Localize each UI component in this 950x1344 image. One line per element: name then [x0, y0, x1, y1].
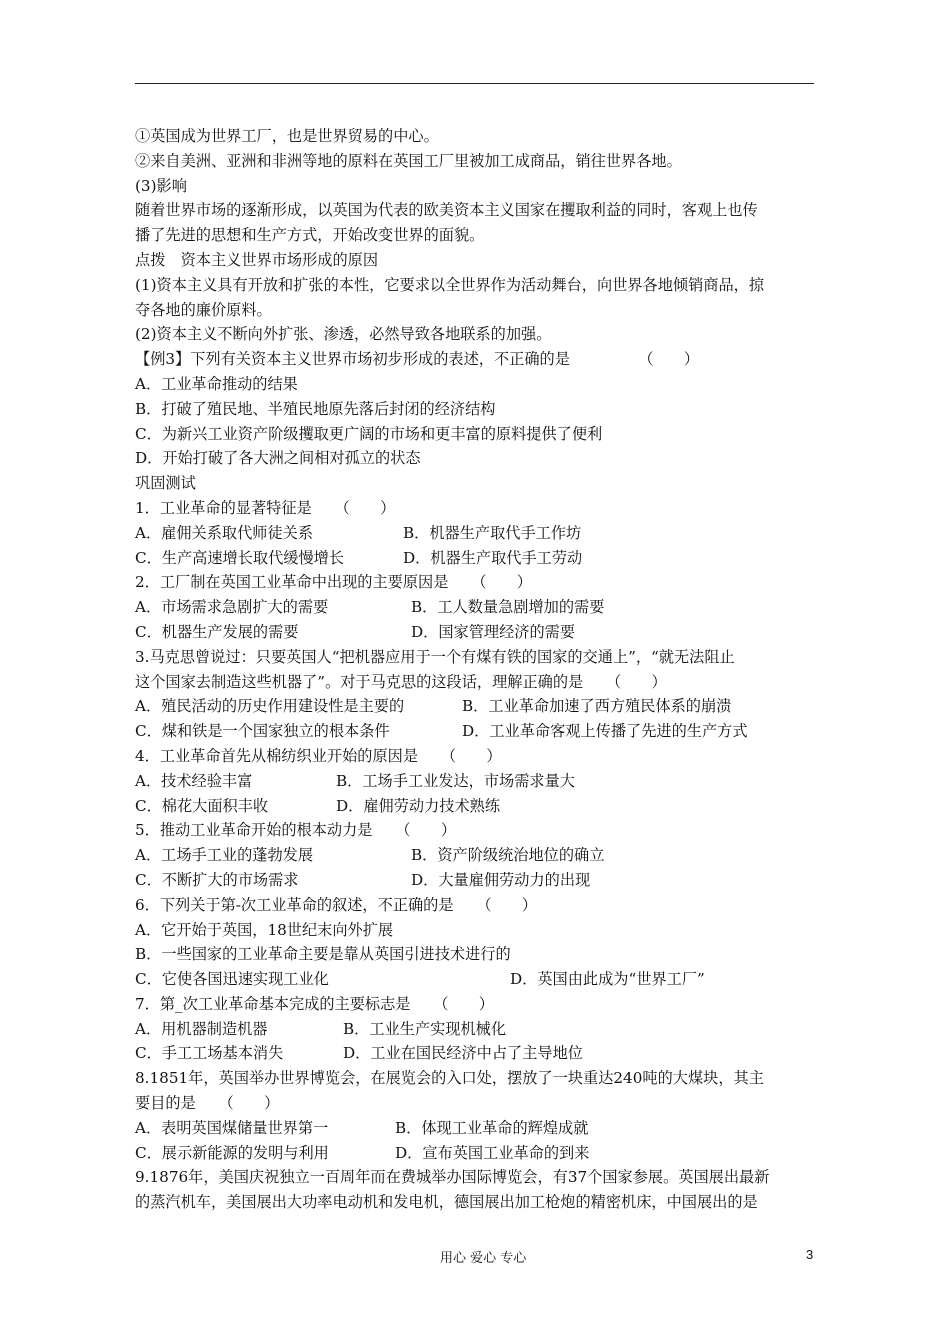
option: D．大量雇佣劳动力的出现	[411, 870, 591, 889]
option: C．机器生产发展的需要	[135, 622, 299, 641]
section-heading: 巩固测试	[135, 474, 196, 493]
option: B．一些国家的工业革命主要是靠从英国引进技术进行的	[135, 945, 511, 964]
option-row	[135, 546, 815, 571]
option: C．不断扩大的市场需求	[135, 870, 299, 889]
option: D．工业革命客观上传播了先进的生产方式	[462, 722, 748, 741]
question: 2．工厂制在英国工业革命中出现的主要原因是 （ ）	[135, 573, 532, 592]
page-number: 3	[806, 1247, 814, 1262]
option-row	[135, 719, 815, 744]
text-line: ①英国成为世界工厂，也是世界贸易的中心。	[135, 127, 439, 145]
question: 7．第_次工业革命基本完成的主要标志是 （ ）	[135, 994, 494, 1013]
option: B．资产阶级统治地位的确立	[411, 846, 605, 865]
question: 1．工业革命的显著特征是 （ ）	[135, 498, 396, 517]
tip-heading: 点拨 资本主义世界市场形成的原因	[135, 250, 378, 269]
question: 5．推动工业革命开始的根本动力是 （ ）	[135, 821, 457, 840]
option: A．它开始于英国，18世纪末向外扩展	[135, 920, 394, 939]
option: C．手工工场基本消失	[135, 1044, 284, 1063]
option: D．英国由此成为“世界工厂”	[510, 970, 705, 989]
option: A．技术经验丰富	[135, 771, 253, 790]
option: D．机器生产取代手工劳动	[403, 548, 583, 567]
option-row	[135, 967, 815, 992]
option: C．棉花大面积丰收	[135, 796, 269, 815]
text-line: (2)资本主义不断向外扩张、渗透，必然导致各地联系的加强。	[135, 325, 552, 344]
option: C．它使各国迅速实现工业化	[135, 970, 329, 989]
option: D．雇佣劳动力技术熟练	[336, 796, 501, 815]
option: D．国家管理经济的需要	[411, 622, 576, 641]
question: 3.马克思曾说过：只要英国人“把机器应用于一个有煤有铁的国家的交通上”，“就无法阻止	[135, 647, 735, 666]
text-line: 夺各地的廉价原料。	[135, 300, 272, 319]
text-line: (1)资本主义具有开放和扩张的本性，它要求以全世界作为活动舞台，向世界各地倾销商品，掠	[135, 275, 765, 294]
question: 9.1876年，美国庆祝独立一百周年而在费城举办国际博览会，有37个国家参展。英国展出最新	[135, 1168, 770, 1187]
option-row	[135, 1141, 815, 1166]
section-heading: (3)影响	[135, 176, 187, 195]
question: 要目的是 （ ）	[135, 1094, 280, 1113]
option: A．工业革命推动的结果	[135, 374, 298, 393]
option-row	[135, 1116, 815, 1141]
example-question: 【例3】下列有关资本主义世界市场初步形成的表述，不正确的是 （ ）	[135, 350, 700, 369]
question: 的蒸汽机车，美国展出大功率电动机和发电机，德国展出加工枪炮的精密机床，中国展出的是	[135, 1193, 758, 1212]
option: C．为新兴工业资产阶级攫取更广阔的市场和更丰富的原料提供了便利	[135, 424, 603, 443]
option: A．殖民活动的历史作用建设性是主要的	[135, 697, 405, 716]
option-row	[135, 769, 815, 794]
option-row	[135, 521, 815, 546]
option-row	[135, 595, 815, 620]
option: D．开始打破了各大洲之间相对孤立的状态	[135, 449, 421, 468]
question: 4．工业革命首先从棉纺织业开始的原因是 （ ）	[135, 746, 502, 765]
option-row	[135, 794, 815, 819]
option: C．生产高速增长取代缓慢增长	[135, 548, 345, 567]
document-body	[135, 124, 815, 1215]
option: B．工业革命加速了西方殖民体系的崩溃	[462, 697, 732, 716]
option: A．表明英国煤储量世界第一	[135, 1118, 329, 1137]
question: 8.1851年，英国举办世界博览会，在展览会的入口处，摆放了一块重达240吨的大煤块，其主	[135, 1069, 764, 1088]
option-row	[135, 1017, 815, 1042]
text-line: 播了先进的思想和生产方式，开始改变世界的面貌。	[135, 226, 485, 245]
option: A．雇佣关系取代师徒关系	[135, 523, 314, 542]
option: B．工人数量急剧增加的需要	[411, 598, 605, 617]
header-rule	[135, 83, 814, 84]
text-line: 随着世界市场的逐渐形成，以英国为代表的欧美资本主义国家在攫取利益的同时，客观上也传	[135, 201, 758, 220]
question: 这个国家去制造这些机器了”。对于马克思的这段话，理解正确的是 （ ）	[135, 672, 667, 691]
option: B．工业生产实现机械化	[343, 1019, 507, 1038]
option: B．工场手工业发达，市场需求量大	[336, 771, 575, 790]
option: B．体现工业革命的辉煌成就	[395, 1118, 589, 1137]
option-row	[135, 620, 815, 645]
option: C．煤和铁是一个国家独立的根本条件	[135, 722, 390, 741]
option: A．工场手工业的蓬勃发展	[135, 846, 314, 865]
text-line: ②来自美洲、亚洲和非洲等地的原料在英国工厂里被加工成商品，销往世界各地。	[135, 151, 682, 170]
option-row	[135, 843, 815, 868]
option: B．打破了殖民地、半殖民地原先落后封闭的经济结构	[135, 399, 496, 418]
option-row	[135, 868, 815, 893]
option: C．展示新能源的发明与利用	[135, 1143, 329, 1162]
option: D．宣布英国工业革命的到来	[395, 1143, 590, 1162]
footer-slogan: 用心 爱心 专心	[440, 1251, 527, 1266]
option-row	[135, 1041, 815, 1066]
option: B．机器生产取代手工作坊	[403, 523, 582, 542]
option: A．用机器制造机器	[135, 1019, 268, 1038]
option-row	[135, 694, 815, 719]
option: D．工业在国民经济中占了主导地位	[343, 1044, 583, 1063]
question: 6．下列关于第-次工业革命的叙述，不正确的是 （ ）	[135, 895, 538, 914]
option: A．市场需求急剧扩大的需要	[135, 598, 329, 617]
